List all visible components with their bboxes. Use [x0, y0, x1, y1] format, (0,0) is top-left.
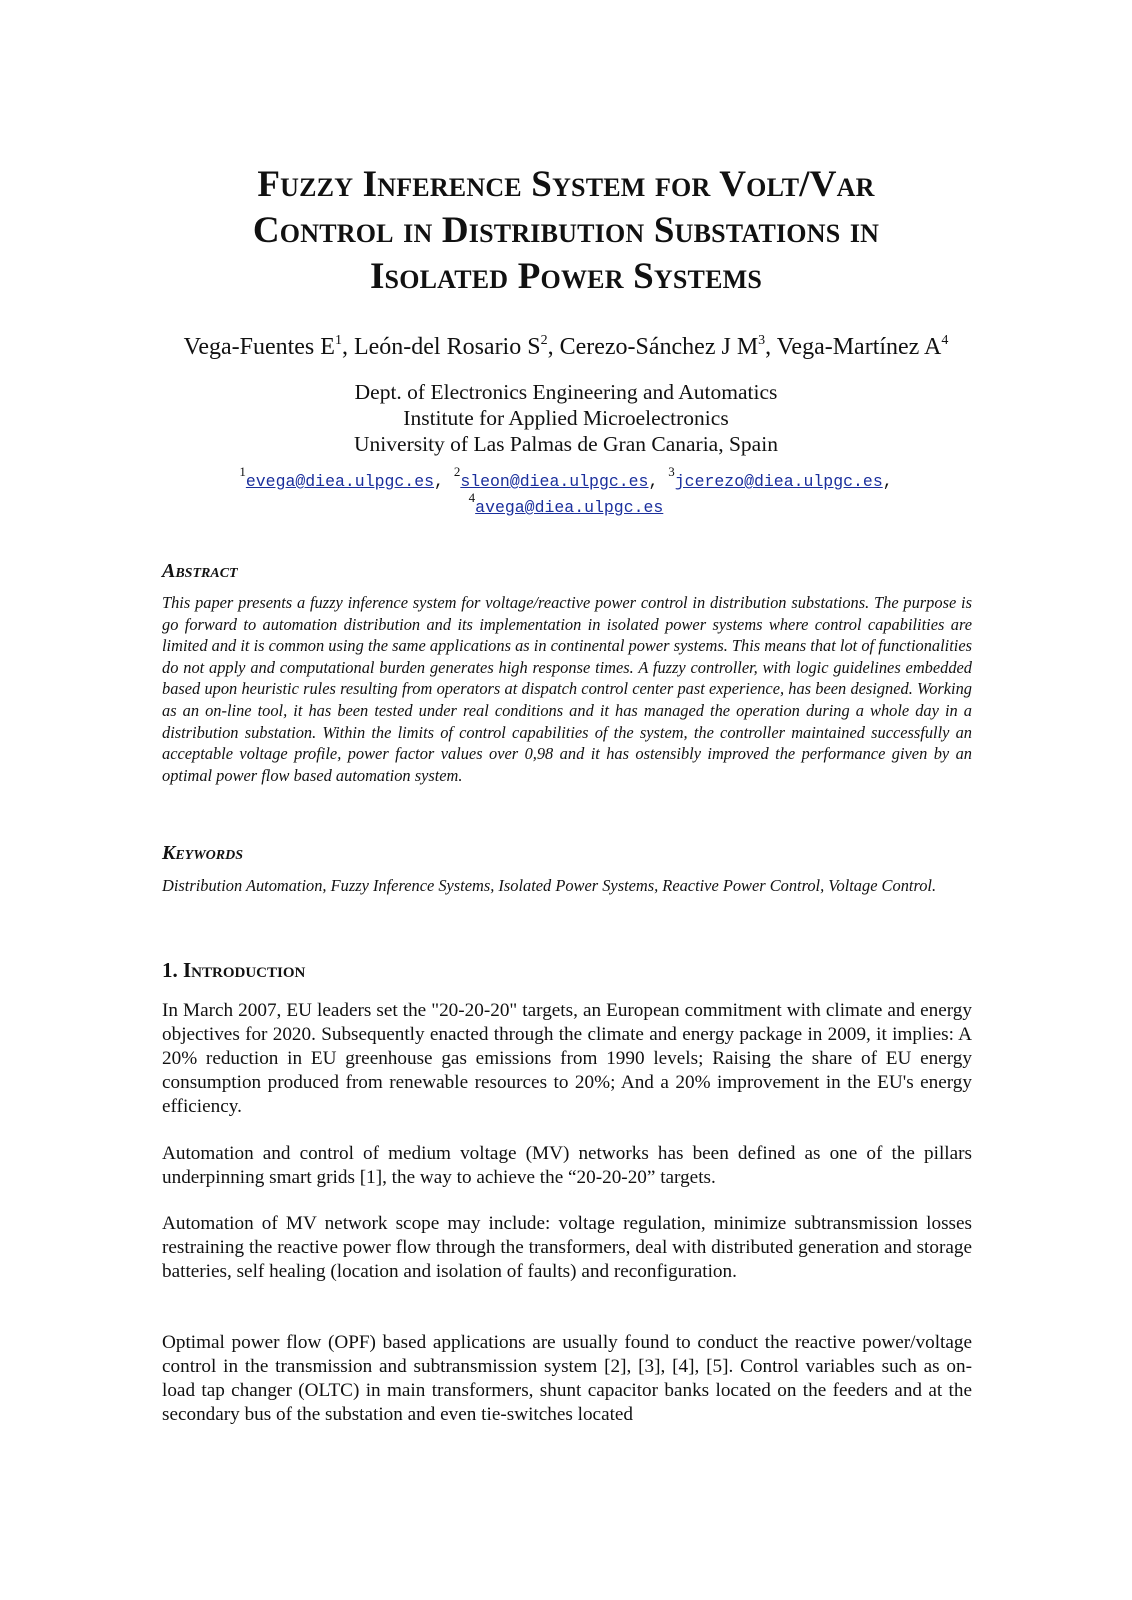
affiliation-line-3: University of Las Palmas de Gran Canaria, Spain	[354, 432, 778, 456]
author-1: Vega-Fuentes E	[183, 334, 335, 360]
title-line-1: Fuzzy Inference System for Volt/Var	[257, 164, 875, 205]
abstract-heading: Abstract	[162, 560, 238, 582]
author-3: , Cerezo-Sánchez J M	[547, 334, 759, 360]
paper-title	[100, 162, 1032, 300]
intro-paragraph-1: In March 2007, EU leaders set the "20-20-20" targets, an European commitment with climate and energy objectives for 2020. Subsequently enacted through the climate and energy package in 2009, it implies: A 20% reduction in EU greenhouse gas emissions from 1990 levels; Raising the share of EU energy consumption produced from renewable resources to 20%; And a 20% improvement in the EU's energy efficiency.	[162, 1000, 972, 1117]
author-4: , Vega-Martínez A	[765, 334, 942, 360]
affiliation-line-2: Institute for Applied Microelectronics	[403, 406, 729, 430]
email-separator: ,	[434, 472, 454, 491]
abstract-text: This paper presents a fuzzy inference system for voltage/reactive power control in distribution substations. The purpose is go forward to automation distribution and its implementation in isolated power systems where control capabilities are limited and it is common using the same applications as in continental power systems. This means that lot of functionalities do not apply and computational burden generates high response times. A fuzzy controller, with logic guidelines embedded based upon heuristic rules resulting from operators at dispatch control center past experience, has been designed. Working as an on-line tool, it has been tested under real conditions and it has managed the operation during a whole day in a distribution substation. Within the limits of control capabilities of the system, the controller maintained successfully an acceptable voltage profile, power factor values over 0,98 and it has ostensibly improved the performance given by an optimal power flow based automation system.	[162, 593, 972, 785]
title-line-3: Isolated Power Systems	[369, 256, 763, 297]
author-4-affil-mark: 4	[941, 333, 949, 348]
author-list	[60, 332, 1072, 362]
email-4-mark: 4	[468, 490, 476, 505]
email-link-3[interactable]: jcerezo@diea.ulpgc.es	[674, 472, 883, 491]
intro-paragraph-3: Automation of MV network scope may include: voltage regulation, minimize subtransmission losses restraining the reactive power flow through the transformers, deal with distributed generation and storage batteries, self healing (location and isolation of faults) and reconfiguration.	[162, 1213, 972, 1282]
email-3-mark: 3	[668, 464, 675, 479]
author-2: , León-del Rosario S	[341, 334, 541, 360]
email-link-2[interactable]: sleon@diea.ulpgc.es	[460, 472, 649, 491]
email-link-1[interactable]: evega@diea.ulpgc.es	[245, 472, 435, 491]
email-link-4[interactable]: avega@diea.ulpgc.es	[475, 498, 664, 517]
keywords-text: Distribution Automation, Fuzzy Inference Systems, Isolated Power Systems, Reactive Power Control, Voltage Control.	[162, 876, 937, 895]
author-2-affil-mark: 2	[540, 333, 548, 348]
title-line-2: Control in Distribution Substations in	[252, 210, 880, 251]
email-list	[140, 464, 992, 521]
email-separator: ,	[648, 472, 669, 491]
email-2-mark: 2	[453, 464, 461, 479]
intro-paragraph-4: Optimal power flow (OPF) based applications are usually found to conduct the reactive power/voltage control in the transmission and subtransmission system [2], [3], [4], [5]. Control variables such as on-load tap changer (OLTC) in main transformers, shunt capacitor banks located on the feeders and at the secondary bus of the substation and even tie-switches located	[162, 1332, 972, 1425]
keywords-heading: Keywords	[162, 842, 244, 864]
author-3-affil-mark: 3	[758, 333, 766, 348]
introduction-heading: 1. Introduction	[162, 958, 306, 982]
author-1-affil-mark: 1	[334, 333, 342, 348]
affiliation-line-1: Dept. of Electronics Engineering and Automatics	[354, 380, 778, 404]
intro-paragraph-2: Automation and control of medium voltage (MV) networks has been defined as one of the pillars underpinning smart grids [1], the way to achieve the “20-20-20” targets.	[162, 1143, 972, 1188]
email-separator: ,	[882, 472, 893, 491]
affiliation	[160, 379, 972, 457]
email-1-mark: 1	[239, 464, 246, 479]
